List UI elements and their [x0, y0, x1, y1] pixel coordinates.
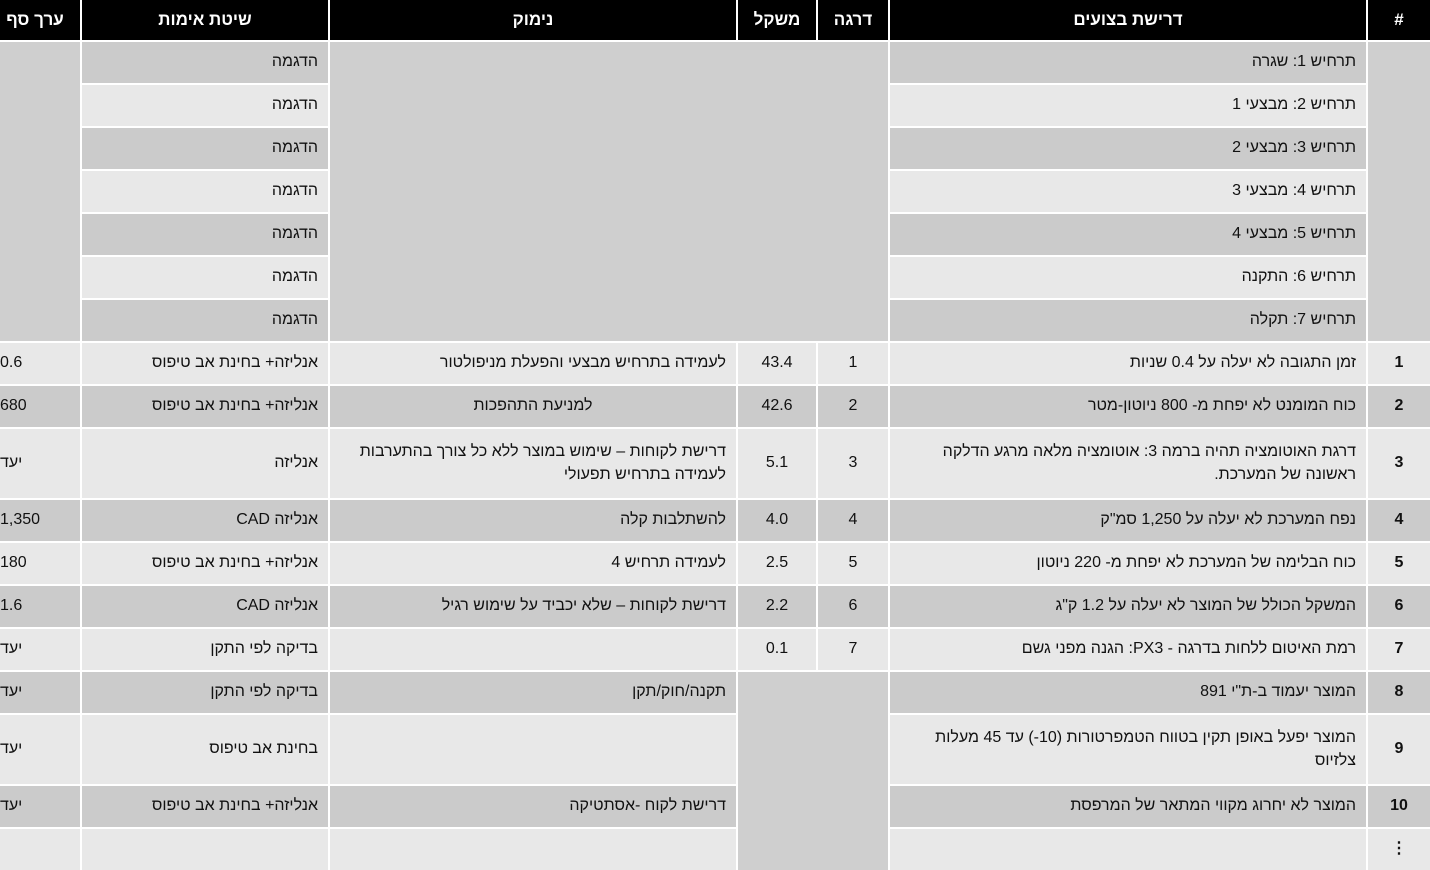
row-num: 9	[1368, 715, 1430, 784]
scenario-merged-cell	[330, 42, 888, 341]
row-requirement: כוח הבלימה של המערכת לא יפחת מ- 220 ניוטון	[890, 543, 1366, 584]
row-rank: 6	[818, 586, 888, 627]
header-weight: משקל	[738, 0, 816, 40]
row-verification: בדיקה לפי התקן	[82, 629, 328, 670]
row-rationale: לעמידה תרחיש 4	[330, 543, 736, 584]
row-threshold: יעד	[0, 786, 80, 827]
row-rationale	[330, 629, 736, 670]
row-requirement: המוצר לא יחרוג מקווי המתאר של המרפסת	[890, 786, 1366, 827]
row-threshold: 1,350	[0, 500, 80, 541]
row-rationale: למניעת התהפכות	[330, 386, 736, 427]
row-threshold: 0.6	[0, 343, 80, 384]
row-requirement: נפח המערכת לא יעלה על 1,250 סמ"ק	[890, 500, 1366, 541]
scenario-name: תרחיש 3: מבצעי 2	[890, 128, 1366, 169]
scenario-verification: הדגמה	[82, 257, 328, 298]
scenario-verification: הדגמה	[82, 300, 328, 341]
scenario-verification: הדגמה	[82, 171, 328, 212]
empty-cell	[890, 829, 1366, 870]
row-weight: 0.1	[738, 629, 816, 670]
row-threshold: יעד	[0, 715, 80, 784]
rank-weight-merged-cell	[738, 672, 888, 870]
scenario-name: תרחיש 7: תקלה	[890, 300, 1366, 341]
scenario-verification: הדגמה	[82, 214, 328, 255]
row-verification: אנליזה CAD	[82, 500, 328, 541]
row-weight: 43.4	[738, 343, 816, 384]
row-weight: 42.6	[738, 386, 816, 427]
scenario-name: תרחיש 4: מבצעי 3	[890, 171, 1366, 212]
row-num: 5	[1368, 543, 1430, 584]
row-num: 6	[1368, 586, 1430, 627]
row-threshold: יעד	[0, 429, 80, 498]
row-rationale: תקנה/חוק/תקן	[330, 672, 736, 713]
row-num: 2	[1368, 386, 1430, 427]
row-weight: 4.0	[738, 500, 816, 541]
row-num: 7	[1368, 629, 1430, 670]
scenario-verification: הדגמה	[82, 85, 328, 126]
row-rank: 7	[818, 629, 888, 670]
row-weight: 2.5	[738, 543, 816, 584]
scenario-name: תרחיש 2: מבצעי 1	[890, 85, 1366, 126]
row-rationale: לעמידה בתרחיש מבצעי והפעלת מניפולטור	[330, 343, 736, 384]
empty-cell	[0, 829, 80, 870]
row-threshold: יעד	[0, 629, 80, 670]
row-requirement: המוצר יעמוד ב-ת"י 891	[890, 672, 1366, 713]
row-threshold: 180	[0, 543, 80, 584]
row-requirement: רמת האיטום ללחות בדרגה - PX3: הגנה מפני גשם	[890, 629, 1366, 670]
row-weight: 2.2	[738, 586, 816, 627]
row-threshold: 680	[0, 386, 80, 427]
scenario-name: תרחיש 1: שגרה	[890, 42, 1366, 83]
scenario-threshold-cell	[0, 42, 80, 341]
row-rank: 2	[818, 386, 888, 427]
row-verification: אנליזה CAD	[82, 586, 328, 627]
row-num: 10	[1368, 786, 1430, 827]
row-verification: אנליזה	[82, 429, 328, 498]
row-threshold: 1.6	[0, 586, 80, 627]
row-rank: 5	[818, 543, 888, 584]
row-requirement: כוח המומנט לא יפחת מ- 800 ניוטון-מטר	[890, 386, 1366, 427]
row-verification: אנליזה+ בחינת אב טיפוס	[82, 543, 328, 584]
row-verification: בדיקה לפי התקן	[82, 672, 328, 713]
row-num: 4	[1368, 500, 1430, 541]
row-rank: 4	[818, 500, 888, 541]
row-requirement: דרגת האוטומציה תהיה ברמה 3: אוטומציה מלאה מרגע הדלקה ראשונה של המערכת.	[890, 429, 1366, 498]
row-rank: 3	[818, 429, 888, 498]
header-requirement: דרישת בצועים	[890, 0, 1366, 40]
header-rationale: נימוק	[330, 0, 736, 40]
row-num: 3	[1368, 429, 1430, 498]
row-requirement: זמן התגובה לא יעלה על 0.4 שניות	[890, 343, 1366, 384]
empty-cell	[82, 829, 328, 870]
header-rank: דרגה	[818, 0, 888, 40]
row-rationale	[330, 715, 736, 784]
scenario-name: תרחיש 6: התקנה	[890, 257, 1366, 298]
row-threshold: יעד	[0, 672, 80, 713]
row-weight: 5.1	[738, 429, 816, 498]
row-requirement: המוצר יפעל באופן תקין בטווח הטמפרטורות (10-) עד 45 מעלות צלזיוס	[890, 715, 1366, 784]
scenario-num-cell	[1368, 42, 1430, 341]
row-verification: בחינת אב טיפוס	[82, 715, 328, 784]
row-num: 8	[1368, 672, 1430, 713]
header-verification: שיטת אימות	[82, 0, 328, 40]
empty-cell	[330, 829, 736, 870]
row-num: 1	[1368, 343, 1430, 384]
row-rank: 1	[818, 343, 888, 384]
row-verification: אנליזה+ בחינת אב טיפוס	[82, 343, 328, 384]
ellipsis-marker: ⋮	[1368, 829, 1430, 870]
row-verification: אנליזה+ בחינת אב טיפוס	[82, 786, 328, 827]
row-rationale: להשתלבות קלה	[330, 500, 736, 541]
header-num: #	[1368, 0, 1430, 40]
scenario-verification: הדגמה	[82, 128, 328, 169]
row-rationale: דרישת לקוחות – שלא יכביד על שימוש רגיל	[330, 586, 736, 627]
scenario-name: תרחיש 5: מבצעי 4	[890, 214, 1366, 255]
row-rationale: דרישת לקוח -אסתטיקה	[330, 786, 736, 827]
header-threshold: ערך סף	[0, 0, 80, 40]
row-rationale: דרישת לקוחות – שימוש במוצר ללא כל צורך בהתערבות לעמידה בתרחיש תפעולי	[330, 429, 736, 498]
scenario-verification: הדגמה	[82, 42, 328, 83]
row-requirement: המשקל הכולל של המוצר לא יעלה על 1.2 ק"ג	[890, 586, 1366, 627]
row-verification: אנליזה+ בחינת אב טיפוס	[82, 386, 328, 427]
